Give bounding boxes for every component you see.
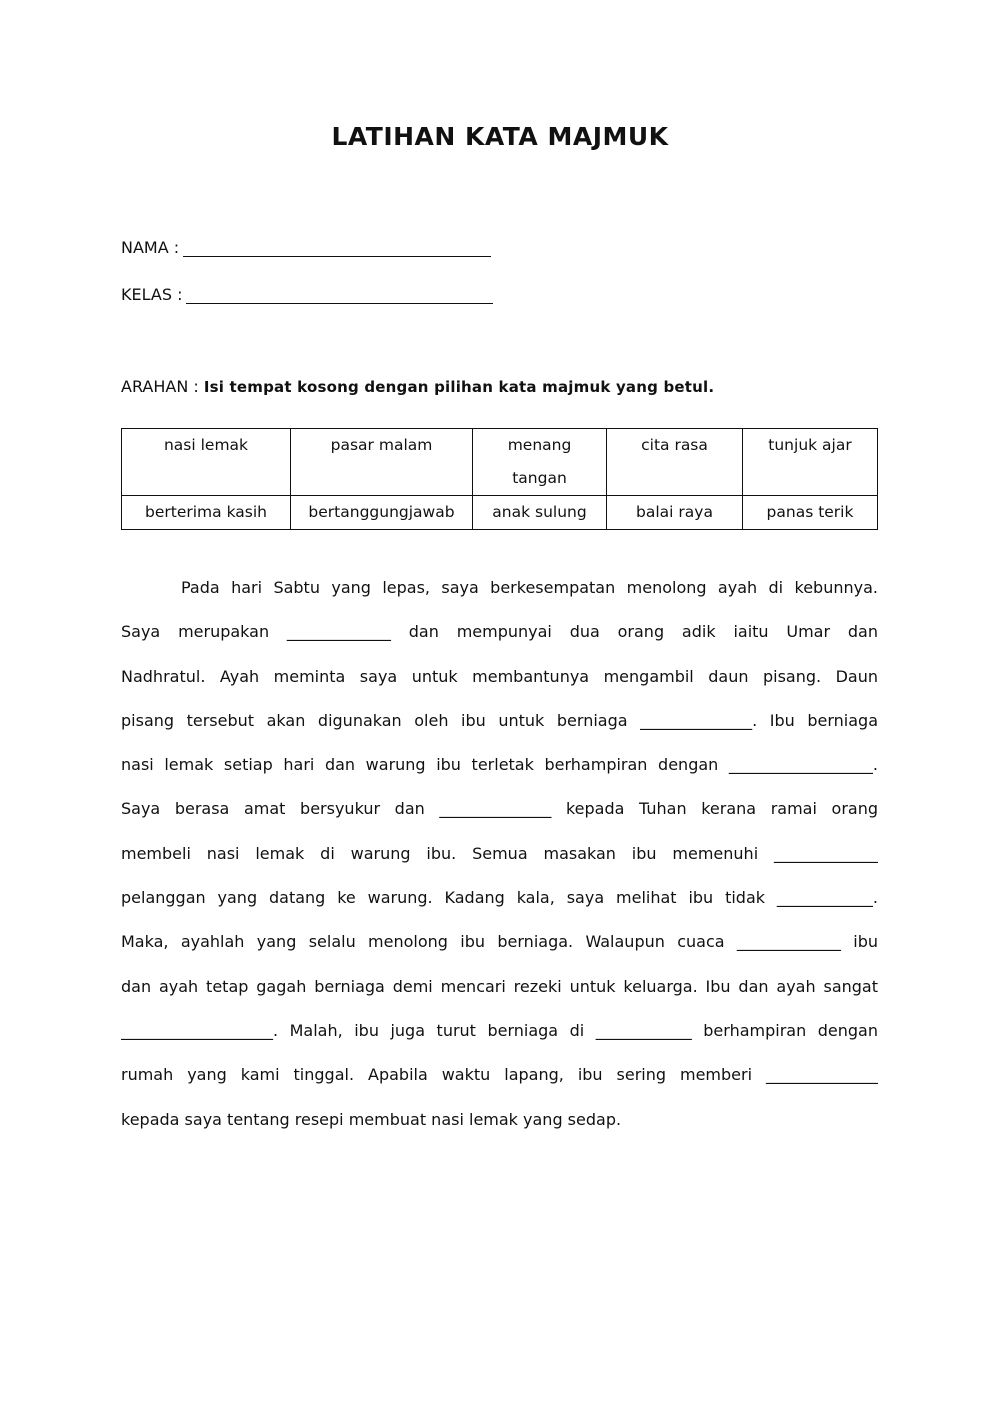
passage-line: membeli nasi lemak di warung ibu. Semua masakan ibu memenuhi _____________	[121, 843, 878, 863]
word-bank-cell: panas terik	[743, 496, 878, 530]
passage-line: Pada hari Sabtu yang lepas, saya berkesempatan menolong ayah di kebunnya.	[181, 578, 878, 597]
passage-line: rumah yang kami tinggal. Apabila waktu lapang, ibu sering memberi ______________	[121, 1065, 878, 1085]
nama-input-line[interactable]	[183, 240, 491, 257]
kelas-input-line[interactable]	[186, 287, 493, 304]
word-bank-row	[122, 496, 878, 530]
passage-line: ___________________. Malah, ibu juga turut berniaga di ____________ berhampiran dengan	[121, 1020, 878, 1040]
word-bank-cell: bertanggungjawab	[291, 496, 473, 530]
word-bank-cell: nasi lemak	[122, 429, 291, 496]
passage-line: pisang tersebut akan digunakan oleh ibu untuk berniaga ______________. Ibu berniaga	[121, 710, 878, 730]
passage-line: nasi lemak setiap hari dan warung ibu terletak berhampiran dengan __________________.	[121, 755, 878, 775]
word-bank-cell: pasar malam	[291, 429, 473, 496]
passage-line: kepada saya tentang resepi membuat nasi lemak yang sedap.	[121, 1109, 622, 1129]
worksheet-title: LATIHAN KATA MAJMUK	[331, 122, 669, 151]
passage-line: Maka, ayahlah yang selalu menolong ibu berniaga. Walaupun cuaca _____________ ibu	[121, 932, 878, 952]
word-bank-row	[122, 429, 878, 496]
passage-line: Saya merupakan _____________ dan mempunyai dua orang adik iaitu Umar dan	[121, 622, 878, 642]
word-bank-table	[121, 428, 878, 530]
word-bank-cell: menang tangan	[473, 429, 607, 496]
word-bank-cell: berterima kasih	[122, 496, 291, 530]
kelas-label: KELAS :	[121, 285, 183, 304]
word-bank-cell: anak sulung	[473, 496, 607, 530]
passage-line: Saya berasa amat bersyukur dan ______________ kepada Tuhan kerana ramai orang	[121, 799, 878, 819]
nama-label: NAMA :	[121, 238, 180, 257]
passage-line: pelanggan yang datang ke warung. Kadang kala, saya melihat ibu tidak ____________.	[121, 888, 878, 908]
passage-line: Nadhratul. Ayah meminta saya untuk membantunya mengambil daun pisang. Daun	[121, 666, 878, 686]
instruction-text: Isi tempat kosong dengan pilihan kata majmuk yang betul.	[203, 378, 715, 396]
passage-line: dan ayah tetap gagah berniaga demi mencari rezeki untuk keluarga. Ibu dan ayah sangat	[121, 976, 878, 996]
passage	[121, 576, 878, 1152]
instruction-label: ARAHAN :	[121, 377, 199, 396]
instruction	[121, 377, 714, 396]
word-bank-cell: cita rasa	[607, 429, 743, 496]
word-bank-cell: balai raya	[607, 496, 743, 530]
nama-field	[121, 238, 491, 257]
word-bank-cell: tunjuk ajar	[743, 429, 878, 496]
kelas-field	[121, 285, 493, 304]
